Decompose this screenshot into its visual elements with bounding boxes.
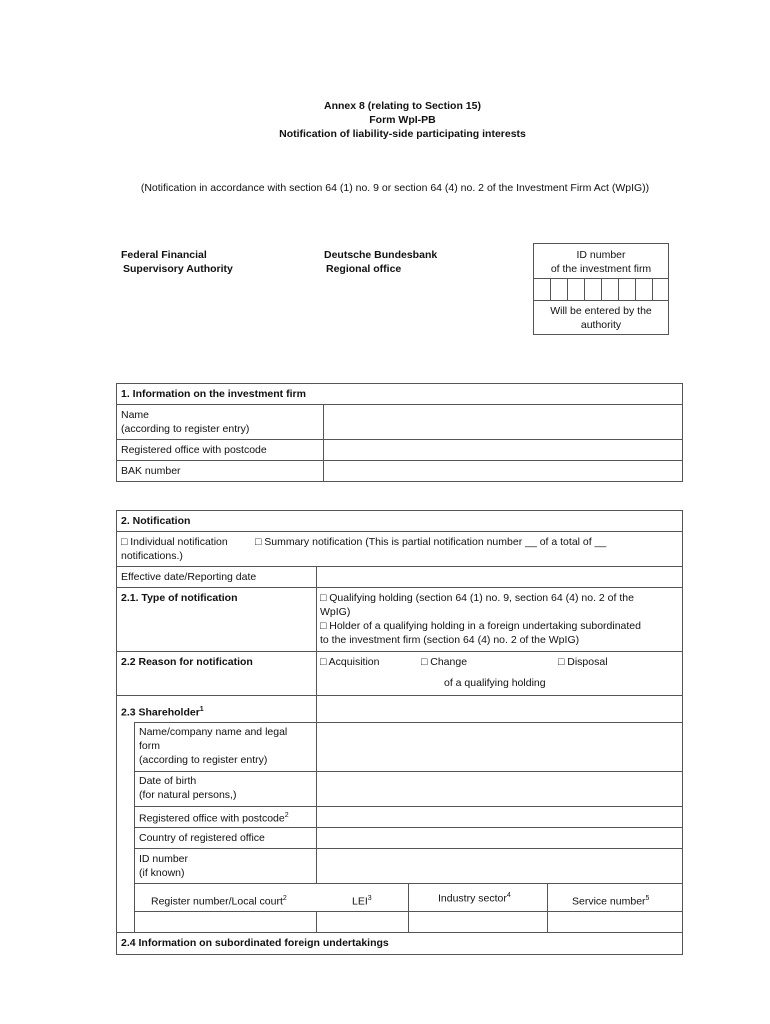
page-title: Notification of liability-side participating interests	[279, 128, 526, 140]
header-block	[0, 99, 770, 141]
effective-date-label: Effective date/Reporting date	[121, 571, 257, 583]
col-industry-sector: Industry sector$^4$	[438, 892, 511, 905]
foreign-holder-option[interactable]: □ Holder of a qualifying holding in a foreign undertaking subordinated to the investment firm (section 64 (4) no. 2 of the WpIG)	[320, 620, 641, 646]
form-label: Form WpI-PB	[369, 114, 436, 126]
page-subtitle: (Notification in accordance with section 64 (1) no. 9 or section 64 (4) no. 2 of the Investment Firm Act (WpIG))	[140, 182, 650, 194]
country-label: Country of registered office	[139, 832, 265, 844]
bak-number-label: BAK number	[121, 465, 181, 477]
shareholder-name-field[interactable]	[317, 723, 682, 771]
shareholder-office-field[interactable]	[317, 807, 682, 827]
firm-name-label: Name (according to register entry)	[121, 409, 250, 435]
reason-disposal-checkbox[interactable]: □ Disposal	[558, 656, 608, 668]
registered-office-label: Registered office with postcode	[121, 444, 267, 456]
addressee-bundesbank: Deutsche Bundesbank Regional office	[324, 249, 438, 275]
effective-date-field[interactable]	[317, 567, 682, 587]
id-digit-divider	[567, 278, 568, 300]
industry-sector-field[interactable]	[409, 912, 546, 932]
col-register-number: Register number/Local court$^2$	[151, 895, 287, 908]
addressee-bafin: Federal Financial Supervisory Authority	[121, 249, 233, 275]
id-digit-divider	[584, 278, 585, 300]
id-digit-divider	[652, 278, 653, 300]
id-digit-divider	[635, 278, 636, 300]
shareholder-id-field[interactable]	[317, 849, 682, 883]
reason-acquisition-checkbox[interactable]: □ Acquisition	[320, 656, 380, 668]
shareholder-office-label: Registered office with postcode$^2$	[139, 812, 289, 825]
name-form-label: Name/company name and legal form (according to register entry)	[139, 726, 288, 766]
lei-field[interactable]	[317, 912, 407, 932]
section-1-title: 1. Information on the investment firm	[121, 388, 306, 400]
summary-notification-checkbox[interactable]: □ Summary notification (This is partial notification number __ of a total of __	[255, 536, 607, 548]
country-field[interactable]	[317, 828, 682, 848]
type-of-notification-title: 2.1. Type of notification	[121, 592, 238, 604]
date-of-birth-label: Date of birth (for natural persons,)	[139, 775, 237, 801]
id-digit-divider	[601, 278, 602, 300]
service-number-field[interactable]	[548, 912, 682, 932]
col-lei: LEI$^3$	[352, 895, 372, 908]
section-2-title: 2. Notification	[121, 515, 191, 527]
id-digit-divider	[550, 278, 551, 300]
id-digit-divider	[618, 278, 619, 300]
annex-label: Annex 8 (relating to Section 15)	[324, 100, 481, 112]
id-number-label: ID number of the investment firm	[550, 249, 652, 275]
shareholder-id-label: ID number (if known)	[139, 853, 189, 879]
reason-suffix: of a qualifying holding	[444, 677, 546, 689]
shareholder-title: 2.3 Shareholder$^1$	[121, 706, 204, 719]
bak-number-field[interactable]	[324, 461, 682, 481]
individual-notification-checkbox[interactable]: □ Individual notification	[121, 536, 228, 548]
qualifying-holding-option[interactable]: □ Qualifying holding (section 64 (1) no. 9, section 64 (4) no. 2 of the WpIG)	[320, 592, 634, 618]
register-number-field[interactable]	[135, 912, 315, 932]
subordinated-title: 2.4 Information on subordinated foreign undertakings	[121, 937, 389, 949]
reason-title: 2.2 Reason for notification	[121, 656, 253, 668]
reason-change-checkbox[interactable]: □ Change	[421, 656, 468, 668]
summary-notification-cont: notifications.)	[121, 550, 183, 562]
id-number-note: Will be entered by the authority	[550, 305, 652, 331]
registered-office-field[interactable]	[324, 440, 682, 460]
col-service-number: Service number$^5$	[572, 895, 650, 908]
firm-name-field[interactable]	[324, 405, 682, 439]
date-of-birth-field[interactable]	[317, 772, 682, 806]
